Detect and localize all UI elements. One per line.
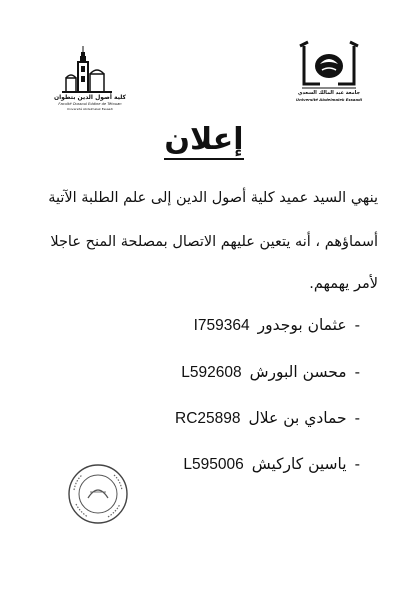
list-dash: - — [354, 363, 360, 381]
student-list-item — [183, 455, 360, 474]
list-dash: - — [354, 455, 360, 473]
student-name: محسن البورش — [249, 363, 347, 381]
student-code: L592608 — [181, 364, 242, 381]
paragraph-line-1: ينهي السيد عميد كلية أصول الدين إلى علم الطلبة الآتية — [48, 190, 378, 206]
right-logo-subcaption: Université Abdelmalek Essaadi — [296, 97, 363, 102]
student-code: RC25898 — [175, 410, 241, 427]
list-dash: - — [354, 409, 360, 427]
left-logo-subcaption-2: Université Abdelmalek Essaadi — [66, 107, 114, 111]
student-list-item — [194, 316, 360, 335]
right-logo-caption: جامعة عبد المالك السعدي — [297, 90, 361, 96]
student-code: I759364 — [193, 317, 250, 334]
left-logo-subcaption: Faculté Oussoul Eddine de Tétouan — [58, 102, 122, 106]
student-code: L595006 — [183, 456, 244, 473]
title-text: إعلان — [164, 122, 243, 160]
student-name: عثمان بوجدور — [257, 316, 347, 334]
official-stamp-icon — [66, 462, 130, 526]
paragraph-line-2: أسماؤهم ، أنه يتعين عليهم الاتصال بمصلحة المنح عاجلا — [50, 234, 378, 250]
page-title — [0, 122, 408, 157]
list-dash: - — [354, 316, 360, 334]
student-list-item — [181, 363, 360, 382]
student-name: حمادي بن علال — [248, 409, 347, 427]
student-name: ياسين كاركيش — [251, 455, 347, 473]
left-logo-caption: كلية أصول الدين بتطوان — [53, 94, 127, 101]
student-list-item — [175, 409, 360, 428]
paragraph-line-3: لأمر يهمهم. — [309, 276, 378, 292]
